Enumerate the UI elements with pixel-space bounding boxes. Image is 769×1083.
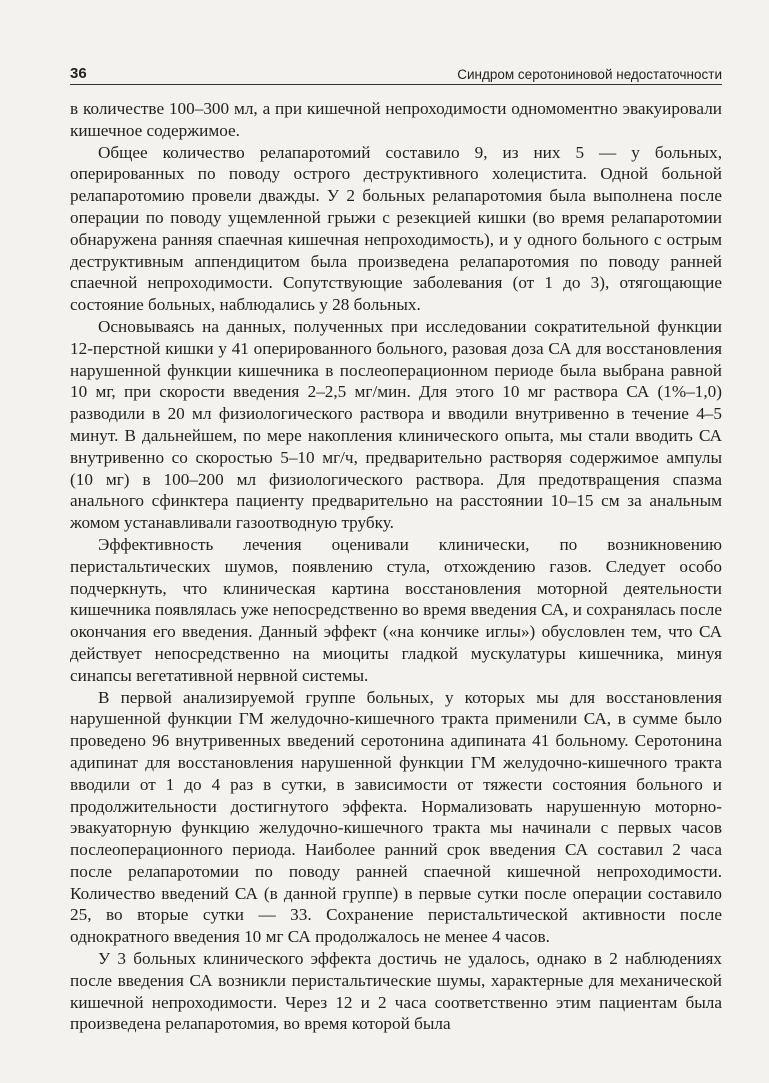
paragraph-4: Эффективность лечения оценивали клинически, по возникновению перистальтических шумов, появлению стула, отхождению газов. Следует особо подчеркнуть, что клиническая картина восстановления моторной деятельности кишечника появлялась уже непосредственно во время введения СА, и сохранялась после окончания его введения. Данный эффект («на кончике иглы») обусловлен тем, что СА действует непосредственно на миоциты гладкой мускулатуры кишечника, минуя синапсы вегетативной нервной системы. bbox=[70, 534, 722, 685]
paragraph-3: Основываясь на данных, полученных при исследовании сократительной функции 12-перстной кишки у 41 оперированного больного, разовая доза СА для восстановления нарушенной функции кишечника в послеоперационном периоде была выбрана равной 10 мг, при скорости введения 2–2,5 мг/мин. Для этого 10 мг раствора СА (1%–1,0) разводили в 20 мл физиологического раствора и вводили внутривенно в течение 4–5 минут. В дальнейшем, по мере накопления клинического опыта, мы стали вводить СА внутривенно со скоростью 5–10 мг/ч, предварительно растворяя содержимое ампулы (10 мг) в 100–200 мл физиологического раствора. Для предотвращения спазма анального сфинктера пациенту предварительно на расстоянии 10–15 см за анальным жомом устанавливали газоотводную трубку. bbox=[70, 316, 722, 533]
page-header bbox=[70, 60, 722, 82]
running-title: Синдром серотониновой недостаточности bbox=[457, 67, 722, 82]
page-number: 36 bbox=[70, 65, 87, 82]
paragraph-6: У 3 больных клинического эффекта достичь не удалось, однако в 2 наблюдениях после введения СА возникли перистальтические шумы, характерные для механической кишечной непроходимости. Через 12 и 2 часа соответственно этим пациентам была произведена релапаротомия, во время которой была bbox=[70, 949, 722, 1034]
paragraph-2: Общее количество релапаротомий составило 9, из них 5 — у больных, оперированных по поводу острого деструктивного холецистита. Одной больной релапаротомию провели дважды. У 2 больных релапаротомия была выполнена после операции по поводу ущемленной грыжи с резекцией кишки (во время релапаротомии обнаружена ранняя спаечная кишечная непроходимость), и у одного больного с острым деструктивным аппендицитом была произведена релапаротомия по поводу ранней спаечной непроходимости. Сопутствующие заболевания (от 1 до 3), отягощающие состояние больных, наблюдались у 28 больных. bbox=[70, 142, 722, 315]
paragraph-5: В первой анализируемой группе больных, у которых мы для восстановления нарушенной функции ГМ желудочно-кишечного тракта применили СА, в сумме было проведено 96 внутривенных введений серотонина адипината 41 больному. Серотонина адипинат для восстановления нарушенной функции ГМ желудочно-кишечного тракта вводили от 1 до 4 раз в сутки, в зависимости от тяжести состояния больного и продолжительности достигнутого эффекта. Нормализовать нарушенную моторно-эвакуаторную функцию желудочно-кишечного тракта мы начинали с первых часов послеоперационного периода. Наиболее ранний срок введения СА составил 2 часа после релапаротомии по поводу ранней спаечной кишечной непроходимости. Количество введений СА (в данной группе) в первые сутки после операции составило 25, во вторые сутки — 33. Сохранение перистальтической активности после однократного введения 10 мг СА продолжалось не менее 4 часов. bbox=[70, 687, 722, 947]
paragraph-1: в количестве 100–300 мл, а при кишечной непроходимости одномоментно эвакуировали кишечное содержимое. bbox=[70, 99, 722, 140]
header-rule bbox=[70, 84, 722, 85]
body-text bbox=[70, 98, 722, 1035]
